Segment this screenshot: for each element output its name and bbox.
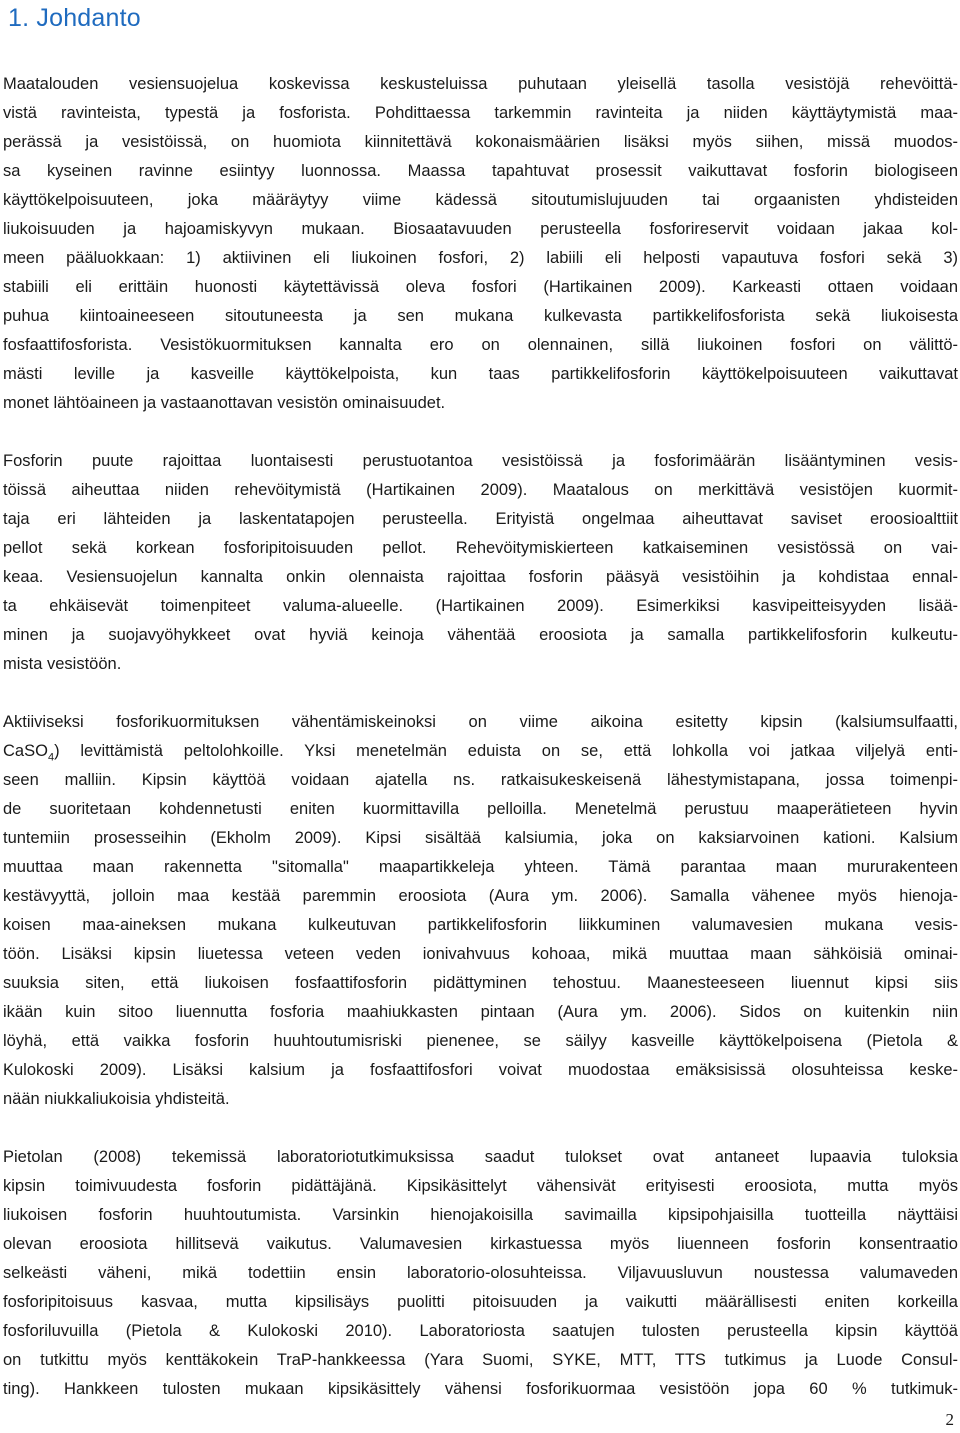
text-line: töissä aiheuttaa niiden rehevöitymistä (Hartikainen 2009). Maatalous on merkittävä vesistöjen kuormit- <box>3 481 958 499</box>
text-line: Aktiiviseksi fosforikuormituksen vähentämiskeinoksi on viime aikoina esitetty kipsin (kalsiumsulfaatti, <box>3 713 958 731</box>
paragraph-4 <box>3 1143 958 1404</box>
text-line: taja eri lähteiden ja laskentatapojen perusteella. Erityistä ongelmaa aiheuttavat saviset eroosioalttiit <box>3 510 958 528</box>
document-body <box>0 70 960 1404</box>
text-line: koisen maa-aineksen mukana kulkeutuvan partikkelifosforin liikkuminen valumavesien mukana vesis- <box>3 916 958 934</box>
text-line: CaSO$_4$) levittämistä peltolohkoille. Yksi menetelmän eduista on se, että lohkolla voi jatkaa viljelyä enti- <box>3 742 958 764</box>
text-line: ta ehkäisevät toimenpiteet valuma-alueelle. (Hartikainen 2009). Esimerkiksi kasvipeitteisyyden lisää- <box>3 597 958 615</box>
page-number: 2 <box>945 1410 954 1429</box>
text-line: stabiili eli erittäin huonosti käytettävissä oleva fosfori (Hartikainen 2009). Karkeasti ottaen voidaan <box>3 278 958 296</box>
text-line: Maatalouden vesiensuojelua koskevissa keskusteluissa puhutaan yleisellä tasolla vesistöjä rehevöittä- <box>3 75 958 93</box>
text-line: seen malliin. Kipsin käyttöä voidaan ajatella ns. ratkaisukeskeisenä lähestymistapana, jossa toimenpi- <box>3 771 958 789</box>
text-line: sa kyseinen ravinne esiintyy luonnossa. Maassa tapahtuvat prosessit vaikuttavat fosforin biologiseen <box>3 162 958 180</box>
text-line: muuttaa maan rakennetta "sitomalla" maapartikkeleja yhteen. Tämä parantaa maan mururakenteen <box>3 858 958 876</box>
text-line: kipsin toimivuudesta fosforin pidättäjänä. Kipsikäsittelyt vähensivät erityisesti eroosiota, mutta myös <box>3 1177 958 1195</box>
text-line: ikään kuin sitoo liuennutta fosforia maahiukkasten pintaan (Aura ym. 2006). Sidos on kuitenkin niin <box>3 1003 958 1021</box>
text-line: fosforiluvuilla (Pietola & Kulokoski 2010). Laboratoriosta saatujen tulosten perusteella kipsin käyttöä <box>3 1322 958 1340</box>
text-line: selkeästi väheni, mikä todettiin ensin laboratorio-olosuhteissa. Viljavuusluvun noustessa valumaveden <box>3 1264 958 1282</box>
text-line: löyhä, että vaikka fosforin huuhtoutumisriski pienenee, se säilyy kasveille käyttökelpoisena (Pietola & <box>3 1032 958 1050</box>
text-line: olevan eroosiota hillitsevä vaikutus. Valumavesien kirkastuessa myös liuenneen fosforin konsentraatio <box>3 1235 958 1253</box>
text-line: töön. Lisäksi kipsin liuetessa veteen veden ionivahvuus kohoaa, mikä muuttaa maan sähköisiä ominai- <box>3 945 958 963</box>
text-line: perässä ja vesistöissä, on huomiota kiinnitettävä kokonaismäärien lisäksi myös siihen, missä muodos- <box>3 133 958 151</box>
text-line: käyttökelpoisuuteen, joka määräytyy viime kädessä sitoutumislujuuden tai orgaanisten yhdisteiden <box>3 191 958 209</box>
text-line: liukoisuuden ja hajoamiskyvyn mukaan. Biosaatavuuden perusteella fosforireservit voidaan jakaa kol- <box>3 220 958 238</box>
text-line: keaa. Vesiensuojelun kannalta onkin olennaista rajoittaa fosforin pääsyä vesistöihin ja kohdistaa ennal- <box>3 568 958 586</box>
text-line: kestävyyttä, jolloin maa kestää paremmin eroosiota (Aura ym. 2006). Samalla vähenee myös hienoja- <box>3 887 958 905</box>
text-line: Pietolan (2008) tekemissä laboratoriotutkimuksissa saadut tulokset ovat antaneet lupaavia tuloksia <box>3 1148 958 1166</box>
text-line: on tutkittu myös kenttäkokein TraP-hankkeessa (Yara Suomi, SYKE, MTT, TTS tutkimus ja Luode Consul- <box>3 1351 958 1369</box>
paragraph-3 <box>3 708 958 1114</box>
text-line: tuntemiin prosesseihin (Ekholm 2009). Kipsi sisältää kalsiumia, joka on kaksiarvoinen kationi. Kalsium <box>3 829 958 847</box>
text-line: fosfaattifosforista. Vesistökuormituksen kannalta ero on olennainen, sillä liukoinen fosfori on välittö- <box>3 336 958 354</box>
text-line: fosforipitoisuus kasvaa, mutta kipsilisäys puolitti pitoisuuden ja vaikutti määrällisesti eniten korkeilla <box>3 1293 958 1311</box>
paragraph-2 <box>3 447 958 679</box>
text-line: Kulokoski 2009). Lisäksi kalsium ja fosfaattifosfori voivat muodostaa emäksisissä olosuhteissa keske- <box>3 1061 958 1079</box>
text-line: meen pääluokkaan: 1) aktiivinen eli liukoinen fosfori, 2) labiili eli helposti vapautuva fosfori sekä 3) <box>3 249 958 267</box>
section-heading: 1. Johdanto <box>8 4 141 32</box>
text-line: Fosforin puute rajoittaa luontaisesti perustuotantoa vesistöissä ja fosforimäärän lisääntyminen vesis- <box>3 452 958 470</box>
text-line: mista vesistöön. <box>3 655 122 673</box>
text-line: puhua kiintoaineeseen sitoutuneesta ja sen mukana kulkevasta partikkelifosforista sekä liukoisesta <box>3 307 958 325</box>
text-line: monet lähtöaineen ja vastaanottavan vesistön ominaisuudet. <box>3 394 446 412</box>
text-line: nään niukkaliukoisia yhdisteitä. <box>3 1090 230 1108</box>
text-line: mästi leville ja kasveille käyttökelpoista, kun taas partikkelifosforin käyttökelpoisuuteen vaikuttavat <box>3 365 958 383</box>
text-line: pellot sekä korkean fosforipitoisuuden pellot. Rehevöitymiskierteen katkaiseminen vesistössä on vai- <box>3 539 958 557</box>
text-line: de suoritetaan kohdennetusti eniten kuormittavilla pelloilla. Menetelmä perustuu maaperätieteen hyvin <box>3 800 958 818</box>
text-line: vistä ravinteista, typestä ja fosforista. Pohdittaessa tarkemmin ravinteita ja niiden käyttäytymistä maa- <box>3 104 958 122</box>
text-line: liukoisen fosforin huuhtoutumista. Varsinkin hienojakoisilla savimailla kipsipohjaisilla tuotteilla näyttäisi <box>3 1206 958 1224</box>
text-line: suuksia siten, että liukoisen fosfaattifosforin pidättyminen tehostuu. Maanesteeseen liuennut kipsi siis <box>3 974 958 992</box>
text-line: minen ja suojavyöhykkeet ovat hyviä keinoja vähentää eroosiota ja samalla partikkelifosforin kulkeutu- <box>3 626 958 644</box>
text-line: ting). Hankkeen tulosten mukaan kipsikäsittely vähensi fosforikuormaa vesistöön jopa 60 % tutkimuk- <box>3 1380 958 1398</box>
paragraph-1 <box>3 70 958 418</box>
